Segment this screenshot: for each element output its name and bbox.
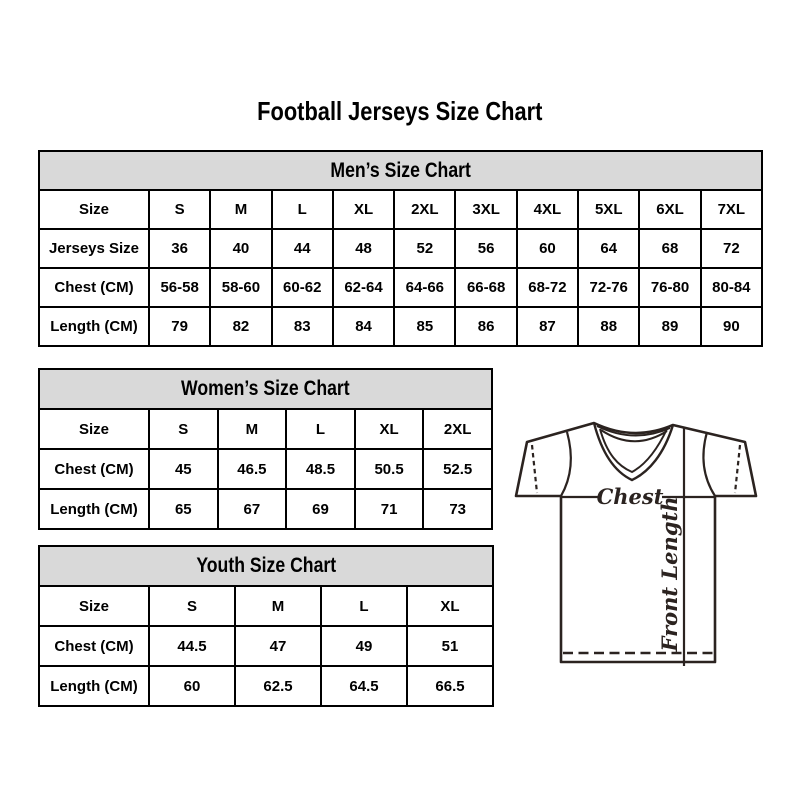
size-value-cell: 2XL — [423, 409, 492, 449]
size-value-cell: S — [149, 586, 235, 626]
size-value-cell: M — [210, 190, 271, 229]
chest-label: Chest — [596, 484, 664, 509]
size-value-cell: 64 — [578, 229, 639, 268]
table-row — [39, 229, 762, 268]
size-value-cell: 85 — [394, 307, 455, 346]
size-value-cell: 80-84 — [701, 268, 762, 307]
size-value-cell: 68 — [639, 229, 700, 268]
size-value-cell: 6XL — [639, 190, 700, 229]
size-value-cell: 62-64 — [333, 268, 394, 307]
size-value-cell: XL — [333, 190, 394, 229]
size-value-cell: 60-62 — [272, 268, 333, 307]
page-title — [0, 96, 800, 127]
size-value-cell: 76-80 — [639, 268, 700, 307]
size-value-cell: 66.5 — [407, 666, 493, 706]
size-value-cell: 49 — [321, 626, 407, 666]
size-value-cell: 86 — [455, 307, 516, 346]
size-value-cell: 40 — [210, 229, 271, 268]
size-value-cell: 87 — [517, 307, 578, 346]
size-value-cell: 50.5 — [355, 449, 424, 489]
jersey-outline — [516, 423, 756, 662]
size-value-cell: 90 — [701, 307, 762, 346]
size-value-cell: 5XL — [578, 190, 639, 229]
size-value-cell: 52 — [394, 229, 455, 268]
table-row — [39, 268, 762, 307]
jersey-measurement-diagram — [501, 412, 771, 680]
size-value-cell: 4XL — [517, 190, 578, 229]
size-value-cell: 3XL — [455, 190, 516, 229]
size-value-cell: L — [321, 586, 407, 626]
women-table-title — [39, 369, 492, 409]
size-value-cell: 56 — [455, 229, 516, 268]
size-value-cell: 2XL — [394, 190, 455, 229]
table-header-row — [39, 151, 762, 190]
size-value-cell: 67 — [218, 489, 287, 529]
youth-size-table — [38, 545, 494, 707]
size-value-cell: 51 — [407, 626, 493, 666]
row-label: Length (CM) — [39, 307, 149, 346]
size-value-cell: 69 — [286, 489, 355, 529]
size-value-cell: 36 — [149, 229, 210, 268]
size-value-cell: XL — [355, 409, 424, 449]
size-value-cell: 66-68 — [455, 268, 516, 307]
size-value-cell: 60 — [517, 229, 578, 268]
row-label: Length (CM) — [39, 666, 149, 706]
size-value-cell: 45 — [149, 449, 218, 489]
size-value-cell: 44.5 — [149, 626, 235, 666]
table-row — [39, 626, 493, 666]
size-value-cell: 89 — [639, 307, 700, 346]
size-value-cell: 65 — [149, 489, 218, 529]
size-value-cell: 71 — [355, 489, 424, 529]
size-value-cell: 47 — [235, 626, 321, 666]
size-value-cell: 68-72 — [517, 268, 578, 307]
size-value-cell: 7XL — [701, 190, 762, 229]
men-table-title-text: Men’s Size Chart — [330, 158, 471, 182]
size-value-cell: 84 — [333, 307, 394, 346]
row-label: Chest (CM) — [39, 626, 149, 666]
table-row — [39, 666, 493, 706]
size-value-cell: M — [218, 409, 287, 449]
size-value-cell: 64.5 — [321, 666, 407, 706]
mens-size-table — [38, 150, 763, 347]
row-label: Length (CM) — [39, 489, 149, 529]
page-title-text: Football Jerseys Size Chart — [257, 96, 543, 126]
size-value-cell: 82 — [210, 307, 271, 346]
row-label: Jerseys Size — [39, 229, 149, 268]
table-header-row — [39, 546, 493, 586]
men-table-title — [39, 151, 762, 190]
size-value-cell: M — [235, 586, 321, 626]
size-value-cell: 56-58 — [149, 268, 210, 307]
table-row — [39, 190, 762, 229]
table-row — [39, 409, 492, 449]
table-header-row — [39, 369, 492, 409]
size-value-cell: 79 — [149, 307, 210, 346]
size-value-cell: 83 — [272, 307, 333, 346]
size-value-cell: 46.5 — [218, 449, 287, 489]
size-value-cell: 72 — [701, 229, 762, 268]
size-value-cell: 52.5 — [423, 449, 492, 489]
size-value-cell: 60 — [149, 666, 235, 706]
row-label: Chest (CM) — [39, 268, 149, 307]
size-value-cell: 72-76 — [578, 268, 639, 307]
table-row — [39, 586, 493, 626]
size-value-cell: S — [149, 409, 218, 449]
size-value-cell: XL — [407, 586, 493, 626]
size-value-cell: L — [272, 190, 333, 229]
size-value-cell: 48 — [333, 229, 394, 268]
row-label: Chest (CM) — [39, 449, 149, 489]
row-label: Size — [39, 190, 149, 229]
size-value-cell: 73 — [423, 489, 492, 529]
size-value-cell: 88 — [578, 307, 639, 346]
youth-table-title — [39, 546, 493, 586]
table-row — [39, 489, 492, 529]
size-value-cell: 62.5 — [235, 666, 321, 706]
row-label: Size — [39, 586, 149, 626]
size-value-cell: 48.5 — [286, 449, 355, 489]
table-row — [39, 449, 492, 489]
size-value-cell: L — [286, 409, 355, 449]
front-length-label: Front Length — [657, 496, 682, 652]
size-value-cell: 44 — [272, 229, 333, 268]
size-value-cell: 58-60 — [210, 268, 271, 307]
size-value-cell: S — [149, 190, 210, 229]
size-value-cell: 64-66 — [394, 268, 455, 307]
youth-table-title-text: Youth Size Chart — [196, 554, 336, 577]
women-table-title-text: Women’s Size Chart — [181, 377, 350, 400]
row-label: Size — [39, 409, 149, 449]
womens-size-table — [38, 368, 493, 530]
table-row — [39, 307, 762, 346]
